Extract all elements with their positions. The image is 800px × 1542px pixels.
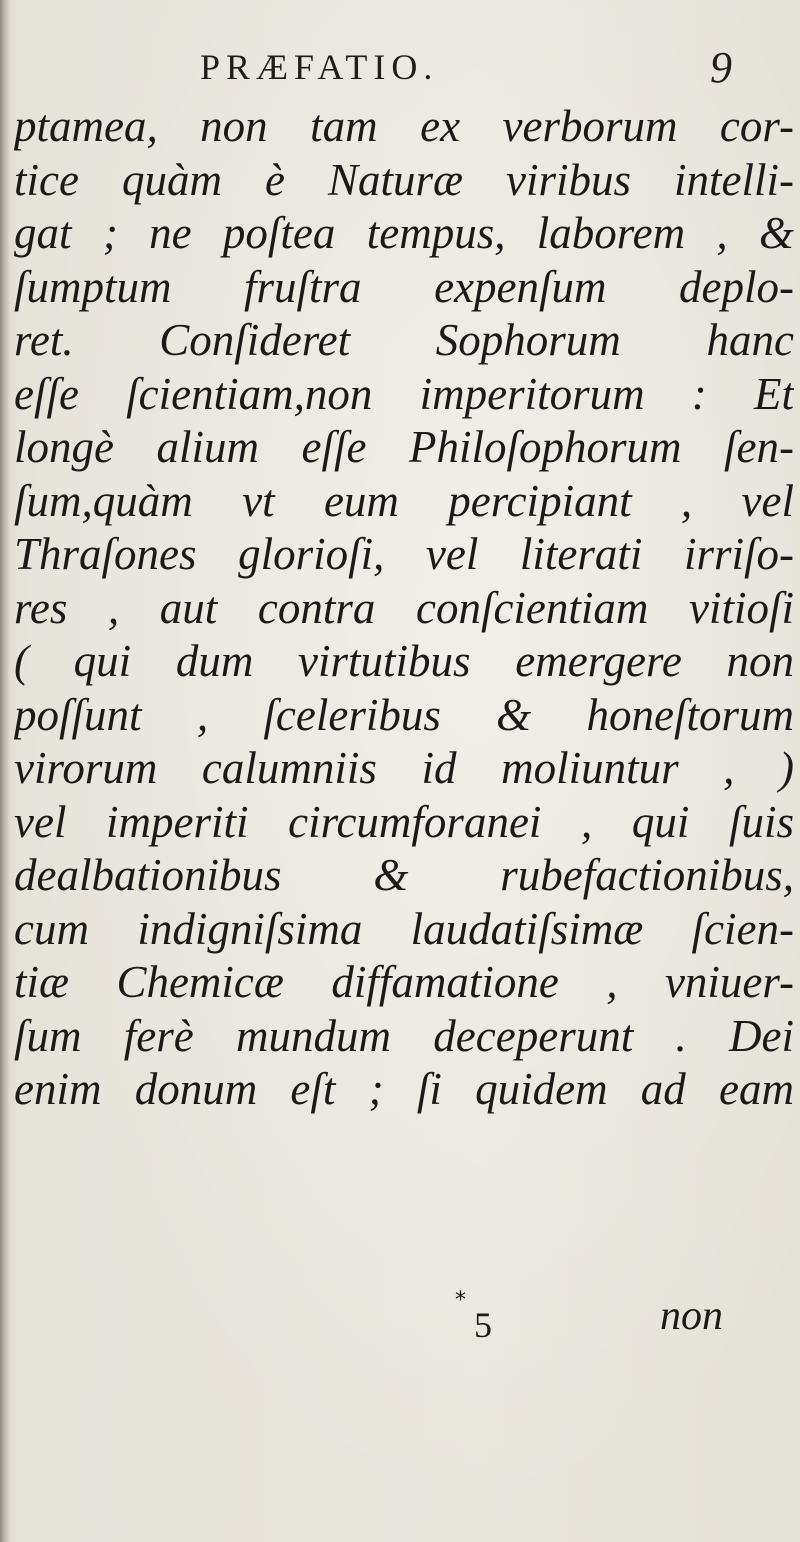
running-title: PRÆFATIO. — [200, 47, 439, 87]
text-line: dealbationibus & rubefactionibus, — [14, 850, 794, 900]
signature-mark: 5 — [474, 1305, 492, 1345]
text-line: eſſe ſcientiam,non imperitorum : Et — [14, 368, 794, 419]
text-line: ſum,quàm vt eum percipiant , vel — [14, 475, 794, 526]
text-line: gat ; ne poſtea tempus, laborem , & — [14, 208, 794, 258]
signature-star: * — [455, 1288, 466, 1313]
text-line: tice quàm è Naturæ viribus intelli- — [14, 154, 794, 205]
text-line: vel imperiti circumforanei , qui ſuis — [14, 796, 794, 847]
catchword: non — [660, 1293, 723, 1339]
text-line: ſumptum fruſtra expenſum deplo- — [14, 261, 794, 312]
text-line: tiæ Chemicæ diffamatione , vniuer- — [14, 957, 794, 1007]
text-line: ret. Conſideret Sophorum hanc — [14, 315, 794, 365]
text-line: ſum ferè mundum deceperunt . Dei — [14, 1010, 794, 1061]
page-header — [200, 43, 760, 96]
text-line: Thraſones glorioſi, vel literati irriſo- — [14, 529, 794, 579]
text-line: ( qui dum virtutibus emergere non — [14, 636, 794, 686]
text-line: poſſunt , ſceleribus & honeſtorum — [14, 689, 794, 740]
text-line: ptamea, non tam ex verborum cor- — [14, 101, 794, 151]
body-text — [14, 100, 794, 1117]
text-line: res , aut contra conſcientiam vitioſi — [14, 582, 794, 633]
text-line: virorum calumniis id moliuntur , ) — [14, 743, 794, 793]
page-footer — [0, 1290, 800, 1350]
text-line: cum indigniſsima laudatiſsimæ ſcien- — [14, 903, 794, 954]
text-line: enim donum eſt ; ſi quidem ad eam — [14, 1064, 794, 1114]
text-line: longè alium eſſe Philoſophorum ſen- — [14, 422, 794, 472]
page-number: 9 — [710, 43, 732, 92]
